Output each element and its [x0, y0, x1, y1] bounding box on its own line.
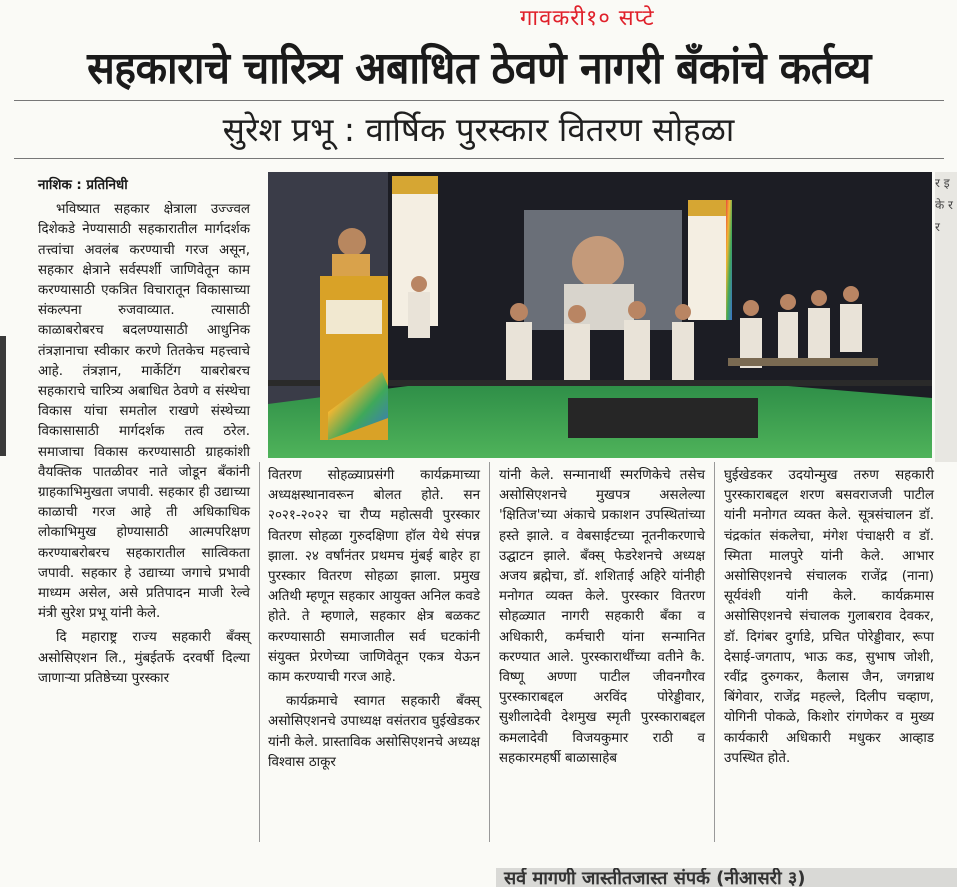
column-1-paragraph-1: भविष्यात सहकार क्षेत्राला उज्ज्वल दिशेकडे नेण्यासाठी सहकारातील मार्गदर्शक तत्त्वांचा अवलंब करण्याची गरज असून, सहकार क्षेत्राने सर्वस्पर्शी जाणिवेतून काम करण्यासाठी एकत्रित विचारातून विकासाच्या संकल्पना रुजवाव्यात. त्यासाठी काळाबरोबरच बदलण्यासाठी आधुनिक तंत्रज्ञानाचा स्वीकार करणे तितकेच महत्त्वाचे आहे. तंत्रज्ञान, मार्केटिंग याबरोबरच सहकाराचे चारित्र्य अबाधित ठेवणे व संस्थेचा विकास यांचा समतोल राखणे संस्थेच्या विकासासाठी मार्गदर्शक तत्व ठरेल. समाजाचा विकास करण्यासाठी ग्राहकांशी वैयक्तिक पातळीवर नाते जोडून बँकांनी ग्राहकाभिमुखता जपावी. सहकार ही उद्याच्या काळाची गरज आहे ती अधिकाधिक लोकाभिमुख होण्यासाठी आत्मपरिक्षण करण्याबरोबरच सहकारातील सात्विकता जपावी. सहकार हे उद्याच्या जगाचे प्रभावी माध्यम असेल, असे प्रतिपादन माजी रेल्वे मंत्री सुरेश प्रभू यांनी केले.: [38, 202, 250, 622]
next-article-band: [496, 868, 957, 887]
article-column-1: [38, 176, 250, 689]
column-divider: [489, 462, 490, 842]
right-banner: [688, 200, 732, 320]
page-fold-shadow: [0, 336, 6, 456]
subhead-rule: [14, 158, 944, 159]
headline: सहकाराचे चारित्र्य अबाधित ठेवणे नागरी बँकांचे कर्तव्य: [87, 43, 871, 94]
event-photo: [268, 172, 932, 458]
next-article-headline: सर्व मागणी जास्तीतजास्त संपर्क (नीआसरी ३): [504, 868, 806, 887]
stage-speaker-box: [568, 398, 758, 438]
column-3-paragraph-1: यांनी केले. सन्मानार्थी स्मरणिकेचे तसेच असोसिएशनचे मुखपत्र असलेल्या 'क्षितिज'च्या अंकाचे प्रकाशन उपस्थितांच्या हस्ते झाले. व वेबसाईटच्या नूतनीकरणाचे उद्घाटन झाले. बँक्स् फेडरेशनचे अध्यक्ष अजय ब्रह्मेचा, डॉ. शशिताई अहिरे यांनीही मनोगत व्यक्त केले. पुरस्कार वितरण सोहळ्यात नागरी सहकारी बँका व अधिकारी, कर्मचारी यांना सन्मानित करण्यात आले. पुरस्कारार्थींच्या वतीने कै. विष्णू अण्णा पाटील जीवनगौरव पुरस्काराबद्दल अरविंद पोरेड्डीवार, सुशीलादेवी देशमुख स्मृती पुरस्काराबद्दल कमलादेवी विजयकुमार राठी व सहकारमहर्षी बाळासाहेब: [499, 468, 705, 766]
event-photo-illustration: [268, 172, 932, 458]
article-column-3: [499, 466, 705, 769]
column-divider: [714, 462, 715, 842]
headline-rule: [14, 100, 944, 101]
column-4-paragraph-1: घुईखेडकर उदयोन्मुख तरुण सहकारी पुरस्काराबद्दल शरण बसवराजजी पाटील यांनी मनोगत व्यक्त केले. सूत्रसंचालन डॉ. चंद्रकांत संकलेचा, मंगेश पंचाक्षरी व डॉ. स्मिता मालपुरे यांनी केले. आभार असोसिएशनचे संचालक राजेंद्र (नाना) सूर्यवंशी यांनी केले. कार्यक्रमास असोसिएशनचे संचालक गुलाबराव देवकर, डॉ. दिगंबर दुर्गाडे, प्रचित पोरेड्डीवार, रूपा देसाई-जगताप, भाऊ कड, सुभाष जोशी, रवींद्र दुरुगकर, कैलास जैन, जगन्नाथ बिंगेवार, राजेंद्र महल्ले, दिलीप चव्हाण, योगिनी पोकळे, किशोर रांगणेकर व मुख्य कार्यकारी अधिकारी मधुकर आव्हाड उपस्थित होते.: [724, 468, 934, 766]
handwritten-date-note: गावकरी१० सप्टे: [520, 6, 655, 31]
column-2-paragraph-1: वितरण सोहळ्याप्रसंगी कार्यक्रमाच्या अध्यक्षस्थानावरून बोलत होते. सन २०२१-२०२२ चा रौप्य महोत्सवी पुरस्कार वितरण सोहळा गुरुदक्षिणा हॉल येथे संपन्न झाला. २४ वर्षांनंतर प्रथमच मुंबई बाहेर हा पुरस्कार वितरण सोहळा झाला. प्रमुख अतिथी म्हणून सहकार आयुक्त अनिल कवडे होते. ते म्हणाले, सहकार क्षेत्र बळकट करण्यासाठी समाजातील सर्व घटकांनी संयुक्त प्रेरणेच्या जाणिवेतून एकत्र येऊन काम करण्याची गरज आहे.: [268, 468, 480, 686]
column-divider: [259, 462, 260, 842]
article-column-2: [268, 466, 480, 773]
subheadline: सुरेश प्रभू : वार्षिक पुरस्कार वितरण सोहळा: [222, 110, 735, 149]
column-2-paragraph-2: कार्यक्रमाचे स्वागत सहकारी बँक्स् असोसिएशनचे उपाध्यक्ष वसंतराव घुईखेडकर यांनी केले. प्रास्ताविक असोसिएशनचे अध्यक्ष विश्वास ठाकूर: [268, 694, 480, 770]
adjacent-page-edge: र इ के र र: [935, 172, 957, 462]
article-column-4: [724, 466, 934, 769]
column-1-paragraph-2: दि महाराष्ट्र राज्य सहकारी बँक्स् असोसिएशन लि., मुंबईतर्फे दरवर्षी दिल्या जाणाऱ्या प्रतिष्ठेच्या पुरस्कार: [38, 630, 250, 686]
dateline: नाशिक : प्रतिनिधी: [38, 178, 128, 193]
